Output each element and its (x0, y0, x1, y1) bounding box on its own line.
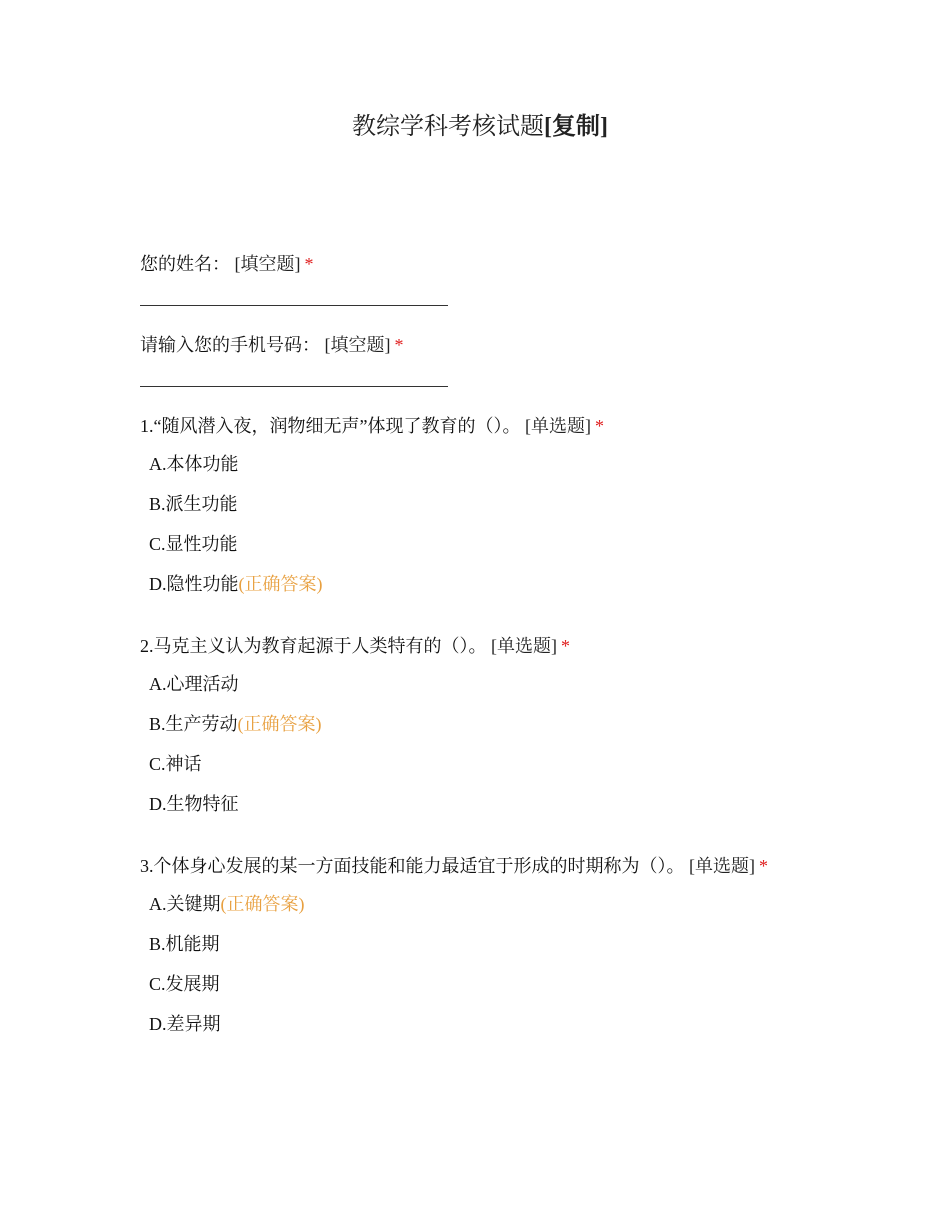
option-label: B.生产劳动 (149, 714, 238, 734)
required-mark: * (561, 636, 570, 656)
option-label: A.关键期 (149, 894, 221, 914)
option-b[interactable] (149, 490, 900, 518)
required-mark: * (594, 416, 604, 436)
survey-content (140, 250, 900, 1050)
option-label: C.发展期 (149, 974, 220, 994)
title-suffix: [复制] (544, 114, 608, 140)
question-type: [单选题] (524, 416, 591, 436)
option-label: D.差异期 (149, 1014, 221, 1034)
field-label-text: 您的姓名： (140, 254, 230, 274)
correct-answer-tag: (正确答案) (238, 574, 323, 594)
question-3 (140, 852, 900, 1038)
name-field-block (140, 250, 900, 306)
question-type: [单选题] (491, 636, 557, 656)
question-text (140, 412, 900, 440)
option-a[interactable] (149, 670, 900, 698)
name-field-label (140, 250, 900, 278)
question-2 (140, 632, 900, 818)
required-mark: * (759, 856, 768, 876)
option-d[interactable] (149, 790, 900, 818)
option-list (140, 890, 900, 1038)
option-label: C.显性功能 (149, 534, 238, 554)
required-mark: * (394, 335, 404, 355)
question-type: [填空题] (234, 254, 301, 274)
option-list (140, 670, 900, 818)
question-text (140, 632, 900, 660)
page-title (0, 112, 950, 142)
question-1 (140, 412, 900, 598)
option-label: B.机能期 (149, 934, 220, 954)
question-stem: 3.个体身心发展的某一方面技能和能力最适宜于形成的时期称为（）。 (140, 856, 685, 876)
option-label: A.本体功能 (149, 454, 239, 474)
question-stem: 1.“随风潜入夜，润物细无声”体现了教育的（）。 (140, 416, 521, 436)
phone-field-label (140, 331, 900, 359)
option-c[interactable] (149, 970, 900, 998)
option-label: B.派生功能 (149, 494, 238, 514)
option-d[interactable] (149, 1010, 900, 1038)
option-label: D.生物特征 (149, 794, 239, 814)
option-label: C.神话 (149, 754, 202, 774)
option-d[interactable] (149, 570, 900, 598)
correct-answer-tag: (正确答案) (237, 714, 322, 734)
option-c[interactable] (149, 530, 900, 558)
option-b[interactable] (149, 930, 900, 958)
option-label: A.心理活动 (149, 674, 239, 694)
question-type: [单选题] (689, 856, 755, 876)
option-list (140, 450, 900, 598)
field-label-text: 请输入您的手机号码： (140, 335, 320, 355)
question-stem: 2.马克主义认为教育起源于人类特有的（）。 (140, 636, 487, 656)
option-label: D.隐性功能 (149, 574, 239, 594)
option-b[interactable] (149, 710, 900, 738)
correct-answer-tag: (正确答案) (220, 894, 305, 914)
required-mark: * (304, 254, 314, 274)
question-text (140, 852, 900, 880)
question-type: [填空题] (324, 335, 391, 355)
option-c[interactable] (149, 750, 900, 778)
option-a[interactable] (149, 890, 900, 918)
phone-field-block (140, 331, 900, 387)
name-answer-blank[interactable] (140, 305, 448, 306)
title-main: 教综学科考核试题 (352, 114, 544, 140)
phone-answer-blank[interactable] (140, 386, 448, 387)
option-a[interactable] (149, 450, 900, 478)
